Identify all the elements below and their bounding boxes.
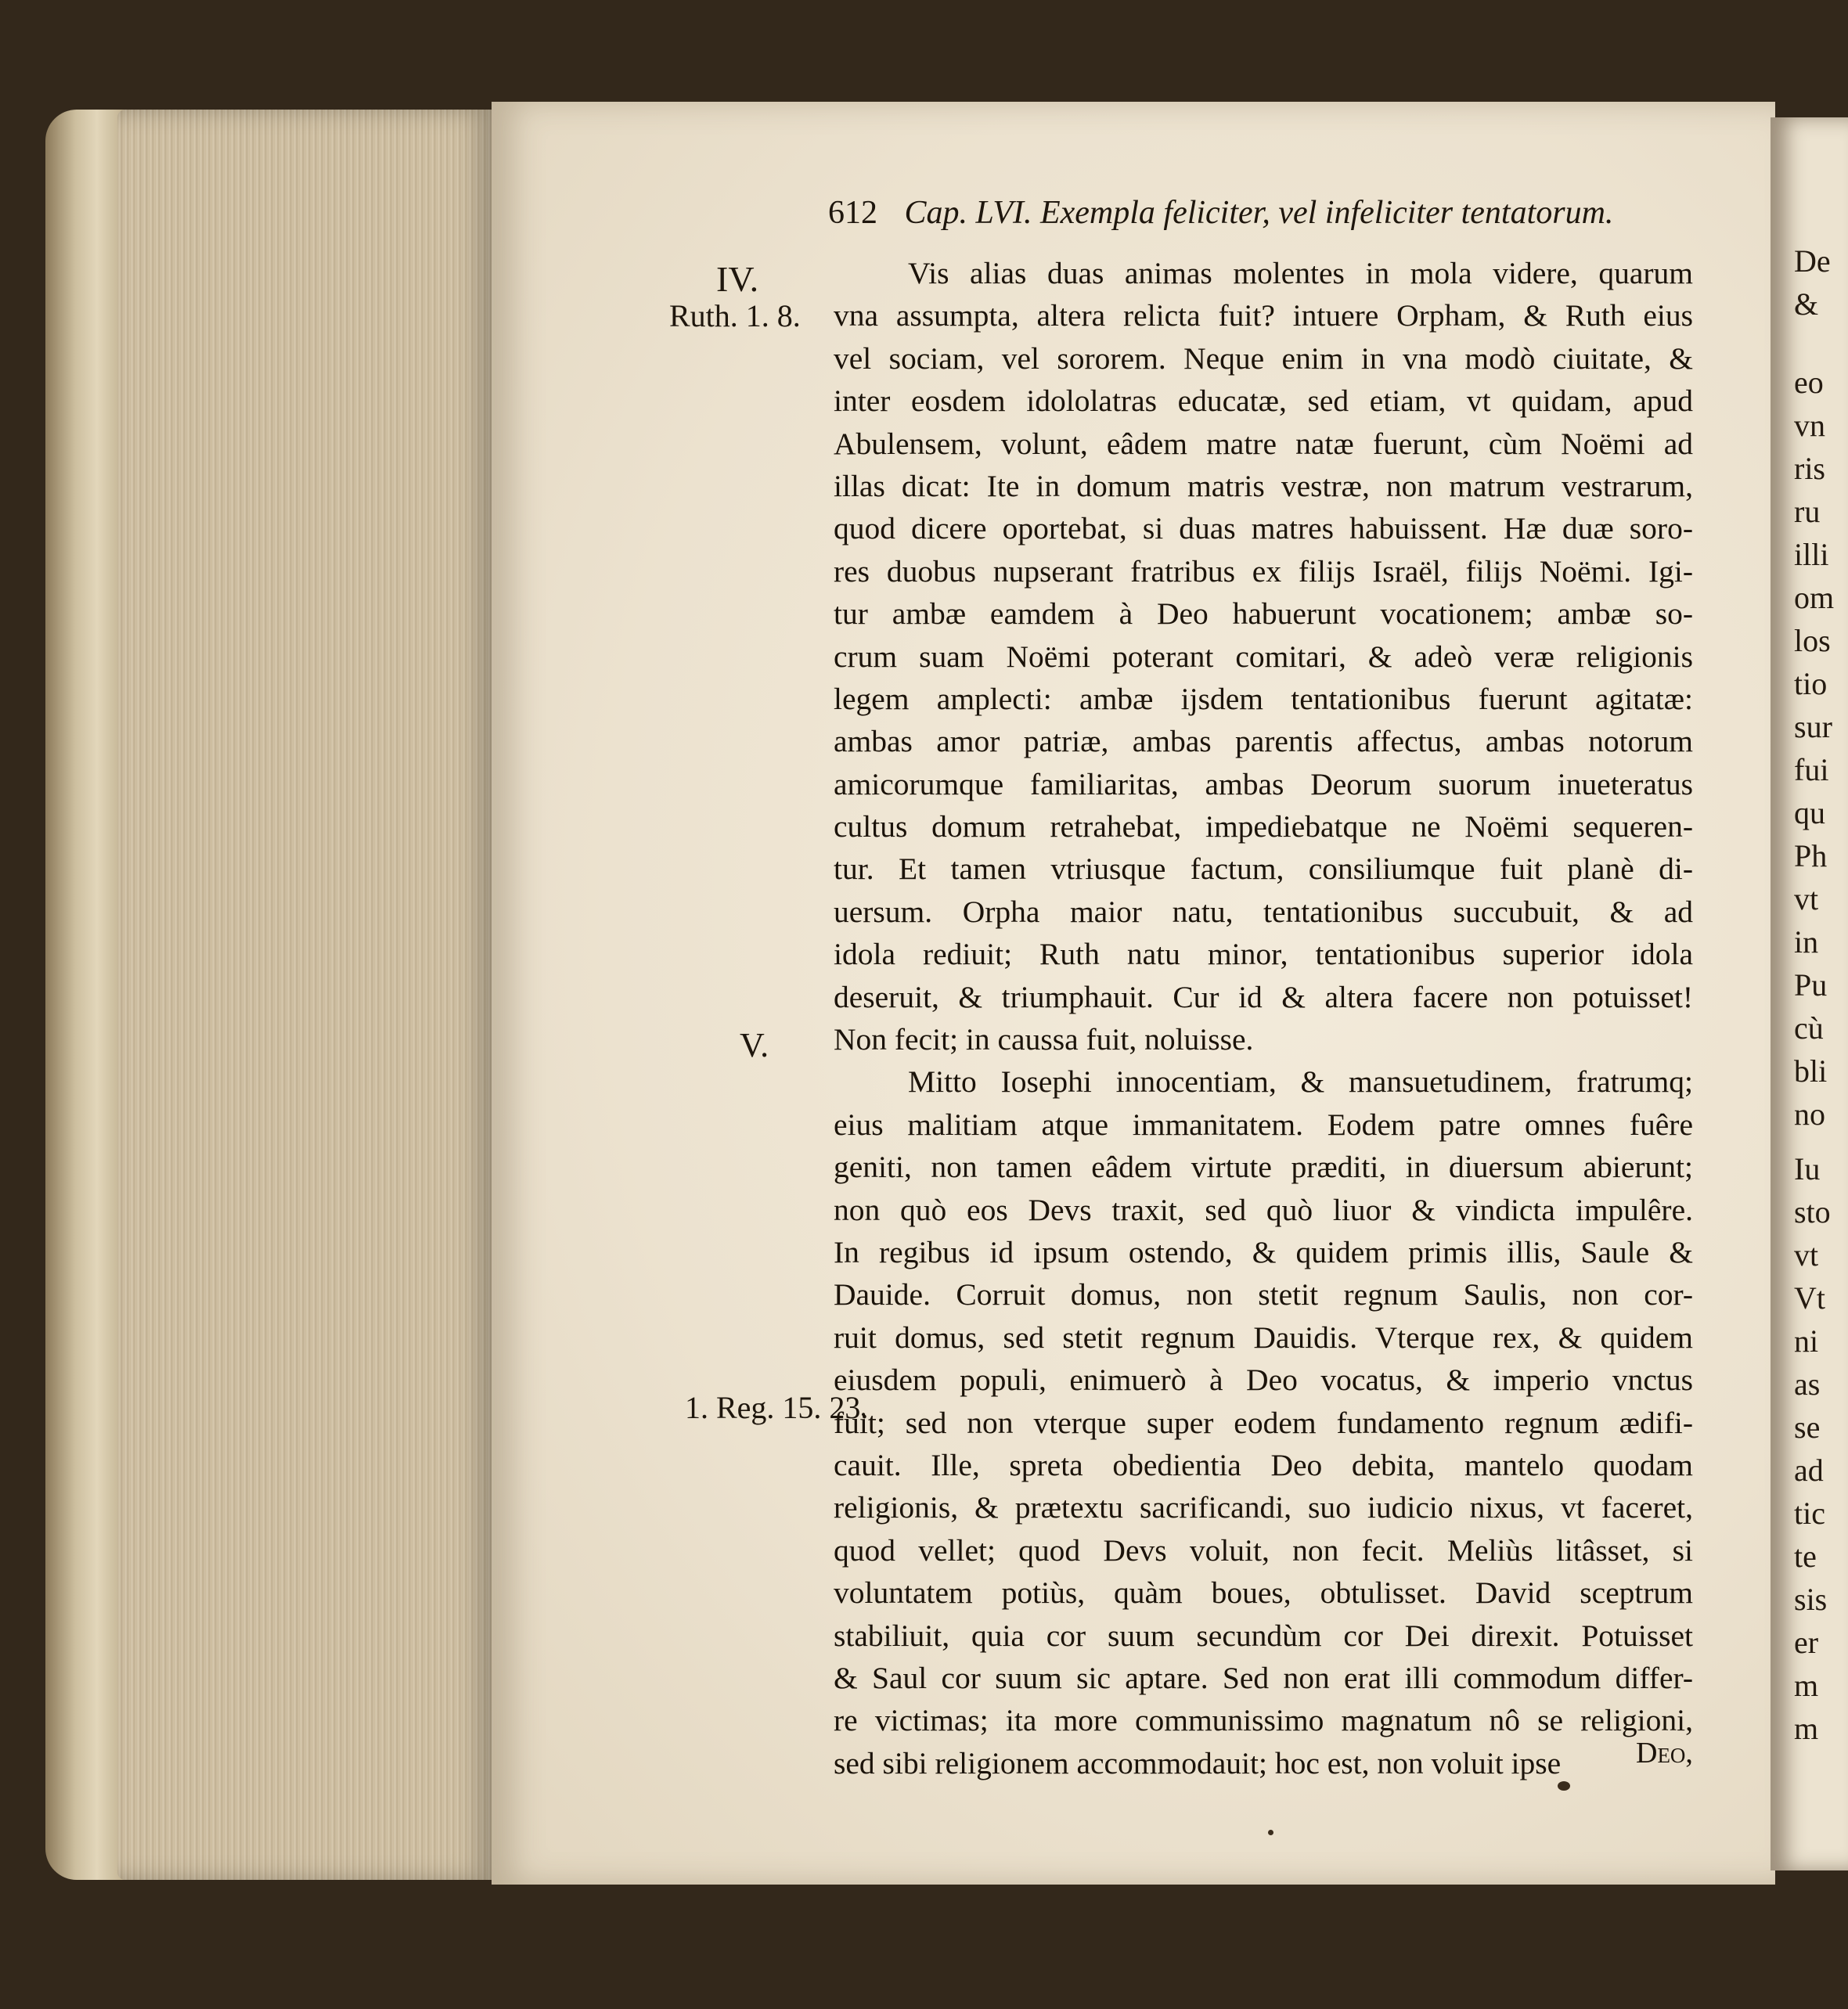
text-line: deseruit, & triumphauit. Cur id & altera facere non potuisset!	[834, 979, 1693, 1014]
text-line: crum suam Noëmi poterant comitari, & adeò veræ religionis	[834, 639, 1693, 674]
text-line: Abulensem, volunt, eâdem matre natæ fuerunt, cùm Noëmi ad	[834, 426, 1693, 461]
margin-reference-ruth: Ruth. 1. 8.	[669, 298, 801, 333]
text-line: inter eosdem idololatras educatæ, sed etiam, vt quidam, apud	[834, 383, 1693, 419]
right-page-fragment: Iu	[1794, 1151, 1821, 1186]
text-line: eius malitiam atque immanitatem. Eodem patre omnes fuêre	[834, 1107, 1693, 1142]
right-page-fragment: fui	[1794, 752, 1829, 787]
text-line: eiusdem populi, enimuerò à Deo vocatus, & imperio vnctus	[834, 1363, 1693, 1398]
right-page-fragment: los	[1794, 623, 1831, 658]
margin-section-v: V.	[740, 1026, 769, 1064]
text-line: res duobus nupserant fratribus ex filijs Israël, filijs Noëmi. Igi-	[834, 553, 1693, 589]
right-page-fragment: eo	[1794, 365, 1824, 400]
right-page-fragment: De	[1794, 243, 1831, 279]
right-page-fragment: in	[1794, 924, 1819, 959]
text-line: idola rediuit; Ruth natu minor, tentationibus superior idola	[834, 937, 1693, 972]
right-page-fragment: cù	[1794, 1010, 1824, 1046]
text-line: uersum. Orpha maior natu, tentationibus succubuit, & ad	[834, 894, 1693, 929]
right-page-fragment: te	[1794, 1539, 1817, 1574]
right-page-fragment: qu	[1794, 795, 1825, 830]
right-page-fragment: ru	[1794, 494, 1821, 529]
right-page	[1771, 117, 1848, 1870]
right-page-fragment: tio	[1794, 666, 1828, 701]
text-line: tur. Et tamen vtriusque factum, consiliumque fuit planè di-	[834, 851, 1693, 887]
text-line: cauit. Ille, spreta obedientia Deo debita, mantelo quodam	[834, 1447, 1693, 1482]
right-page-fragment: vt	[1794, 1237, 1819, 1273]
text-line: legem amplecti: ambæ ijsdem tentationibus fuerunt agitatæ:	[834, 681, 1693, 716]
text-line: Dauide. Corruit domus, non stetit regnum Saulis, non cor-	[834, 1277, 1693, 1312]
right-page-fragment: ad	[1794, 1453, 1824, 1488]
right-page-fragment: ni	[1794, 1323, 1819, 1359]
right-page-fragment: illi	[1794, 537, 1829, 572]
text-line: cultus domum retrahebat, impediebatque ne Noëmi sequeren-	[834, 809, 1693, 844]
right-page-fragment: m	[1794, 1711, 1819, 1746]
text-line: quod vellet; quod Devs voluit, non fecit. Meliùs litâsset, si	[834, 1532, 1693, 1568]
text-line: Vis alias duas animas molentes in mola videre, quarum	[908, 256, 1693, 290]
text-line: vna assumpta, altera relicta fuit? intuere Orpham, & Ruth eius	[834, 298, 1693, 333]
right-page-fragment: Pu	[1794, 967, 1828, 1003]
right-page-fragment: ris	[1794, 451, 1825, 486]
text-line: illas dicat: Ite in domum matris vestræ, non matrum vestrarum,	[834, 468, 1693, 503]
body-text	[834, 252, 1693, 1784]
right-page-fragment: no	[1794, 1096, 1825, 1132]
right-page-fragment: as	[1794, 1366, 1821, 1402]
text-line: In regibus id ipsum ostendo, & quidem primis illis, Saule &	[834, 1234, 1693, 1269]
text-line: religionis, & prætextu sacrificandi, suo iudicio nixus, vt faceret,	[834, 1490, 1693, 1525]
right-page-fragment: sur	[1794, 709, 1832, 744]
text-line: geniti, non tamen eâdem virtute præditi, in diuersum abierunt;	[834, 1150, 1693, 1185]
text-line: fuit; sed non vterque super eodem fundamento regnum ædifi-	[834, 1405, 1693, 1440]
page-number: 612	[828, 195, 877, 231]
right-page-fragment: er	[1794, 1625, 1819, 1660]
right-page-fragment: om	[1794, 580, 1835, 615]
right-page-fragment: se	[1794, 1410, 1821, 1445]
right-page-fragment: Vt	[1794, 1280, 1825, 1316]
right-page-fragment: bli	[1794, 1053, 1828, 1089]
right-page-fragment: &	[1794, 286, 1819, 322]
right-page-fragment: tic	[1794, 1496, 1825, 1531]
right-page-fragment: vt	[1794, 881, 1819, 916]
margin-section-iv: IV.	[716, 259, 759, 299]
text-line: vel sociam, vel sororem. Neque enim in vna modò ciuitate, &	[834, 340, 1693, 376]
text-line: quod dicere oportebat, si duas matres habuissent. Hæ duæ soro-	[834, 511, 1693, 546]
text-line: sed sibi religionem accommodauit; hoc est, non voluit ipse	[834, 1745, 1562, 1780]
page-block-edge	[117, 110, 493, 1880]
text-line: ambas amor patriæ, ambas parentis affectus, ambas notorum	[834, 724, 1693, 759]
right-page-fragment: m	[1794, 1668, 1819, 1703]
text-line: voluntatem potiùs, quàm boues, obtulisset. David sceptrum	[834, 1575, 1693, 1611]
text-line: & Saul cor suum sic aptare. Sed non erat illi commodum differ-	[834, 1660, 1693, 1695]
text-line: non quò eos Devs traxit, sed quò liuor & vindicta impulêre.	[834, 1192, 1693, 1227]
text-line: amicorumque familiaritas, ambas Deorum suorum inueteratus	[834, 766, 1693, 801]
right-page-fragment: Ph	[1794, 838, 1828, 873]
running-title: Cap. LVI. Exempla feliciter, vel infeliciter tentatorum.	[904, 195, 1614, 231]
right-page-fragment: sis	[1794, 1582, 1828, 1617]
ink-speck	[1558, 1781, 1570, 1791]
catchword: Deo,	[1636, 1737, 1693, 1770]
text-line: tur ambæ eamdem à Deo habuerunt vocationem; ambæ so-	[834, 596, 1693, 632]
right-page-fragment: sto	[1794, 1194, 1831, 1230]
right-page-fragment: vn	[1794, 408, 1825, 443]
text-line: Mitto Iosephi innocentiam, & mansuetudinem, fratrumq;	[908, 1064, 1693, 1100]
running-head	[828, 194, 1689, 238]
text-line: ruit domus, sed stetit regnum Dauidis. Vterque rex, & quidem	[834, 1320, 1693, 1355]
ink-speck	[1268, 1830, 1273, 1835]
text-line: stabiliuit, quia cor suum secundùm cor Dei direxit. Potuisset	[834, 1618, 1693, 1653]
text-line: Non fecit; in caussa fuit, noluisse.	[834, 1022, 1254, 1057]
margin-reference-reg: 1. Reg. 15. 23.	[685, 1390, 869, 1425]
text-line: re victimas; ita more communissimo magnatum nô se religioni,	[834, 1703, 1693, 1738]
